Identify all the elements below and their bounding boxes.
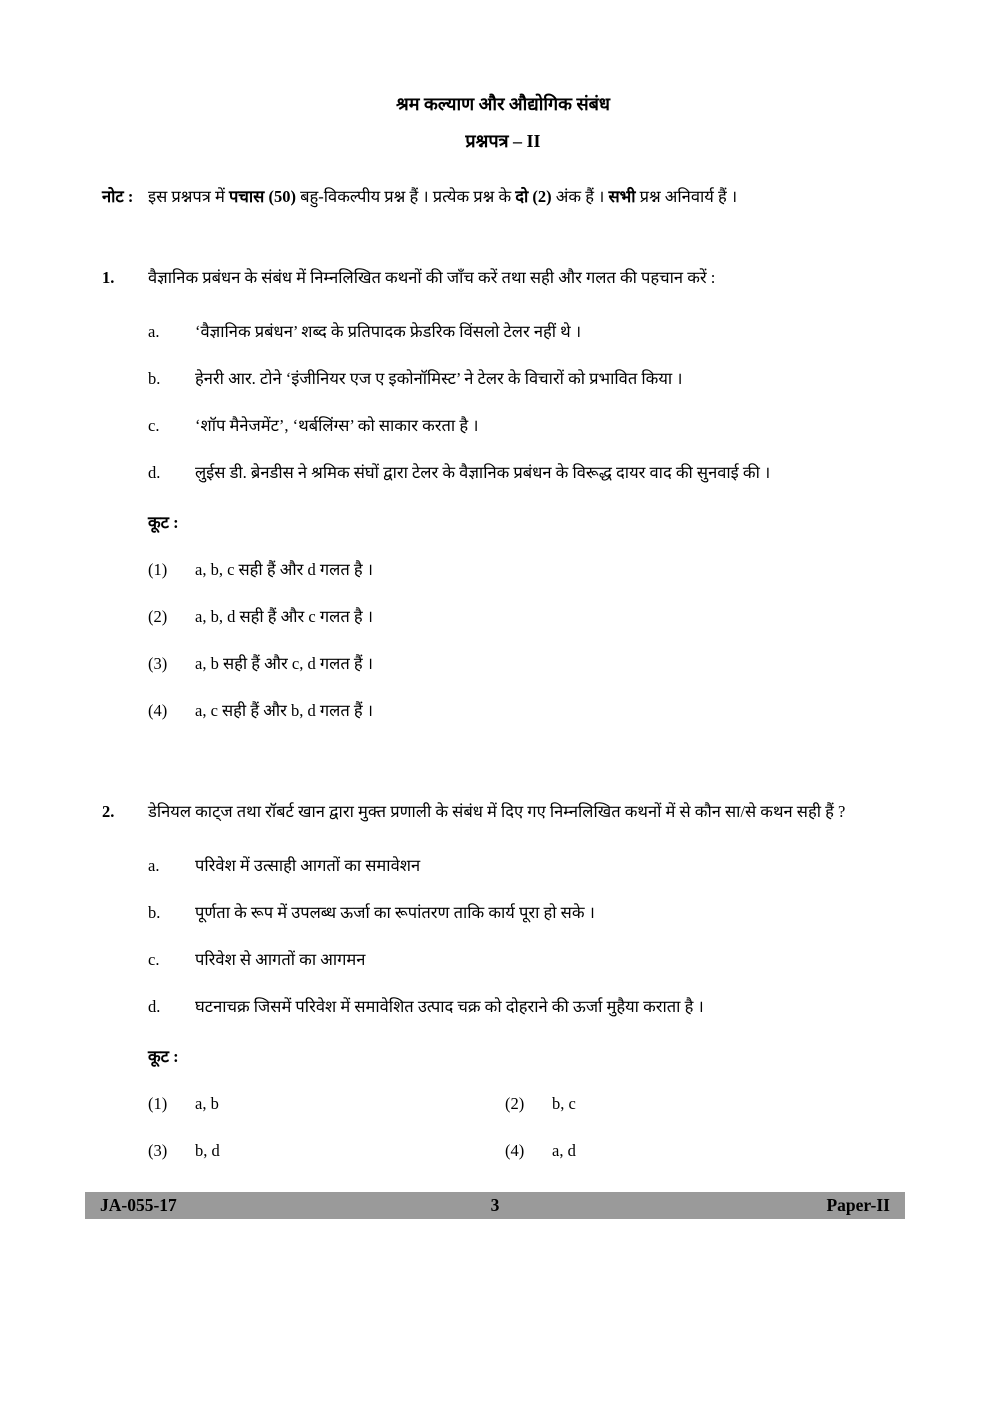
option-text: a, b, c सही हैं और d गलत है । — [195, 560, 373, 579]
option-text: a, b — [195, 1094, 219, 1113]
question-1-body — [148, 259, 904, 723]
option-text: a, b सही हैं और c, d गलत हैं । — [195, 654, 373, 673]
statement — [148, 367, 904, 391]
statement-text: ‘वैज्ञानिक प्रबंधन’ शब्द के प्रतिपादक फ्रेडरिक विंसलो टेलर नहीं थे । — [195, 322, 582, 341]
statement — [148, 320, 904, 344]
question-2-number: 2. — [102, 802, 115, 821]
option-text: b, c — [552, 1094, 576, 1113]
statement-label: b. — [148, 903, 161, 922]
option-number: (4) — [505, 1141, 525, 1160]
paper-code: JA-055-17 — [100, 1195, 177, 1215]
paper-label: Paper-II — [826, 1195, 890, 1215]
note-text-segment: सभी — [608, 187, 636, 206]
option-number: (2) — [505, 1094, 525, 1113]
statement — [148, 854, 904, 878]
note-text-segment: प्रश्न अनिवार्य हैं । — [635, 187, 738, 206]
note-text-segment: पचास (50) — [229, 187, 296, 206]
note-text — [148, 185, 904, 209]
note — [102, 185, 904, 209]
option-text: a, c सही हैं और b, d गलत हैं । — [195, 701, 373, 720]
note-text-segment: इस प्रश्नपत्र में — [148, 187, 230, 206]
note-label: नोट : — [102, 187, 134, 206]
statement-text: ‘शॉप मैनेजमेंट’, ‘थर्बलिंग्स’ को साकार करता है । — [195, 416, 479, 435]
footer-bar — [85, 1192, 905, 1219]
question-1 — [102, 259, 904, 723]
statement-label: d. — [148, 463, 161, 482]
question-2-body — [148, 793, 904, 1163]
statement-label: c. — [148, 950, 160, 969]
statement — [148, 461, 904, 485]
statement-label: b. — [148, 369, 161, 388]
question-2 — [102, 793, 904, 1163]
answer-option — [148, 699, 904, 723]
option-number: (3) — [148, 654, 168, 673]
statement-label: d. — [148, 997, 161, 1016]
statement-text: लुईस डी. ब्रेनडीस ने श्रमिक संघों द्वारा टेलर के वैज्ञानिक प्रबंधन के विरूद्ध दायर वाद की सुनवाई की । — [195, 463, 771, 482]
statement-text: हेनरी आर. टोने ‘इंजीनियर एज ए इकोनॉमिस्ट’ ने टेलर के विचारों को प्रभावित किया । — [195, 369, 683, 388]
question-1-number: 1. — [102, 268, 115, 287]
answer-option — [148, 605, 904, 629]
statement-label: a. — [148, 856, 160, 875]
answer-option — [148, 558, 904, 582]
statement-text: घटनाचक्र जिसमें परिवेश में समावेशित उत्पाद चक्र को दोहराने की ऊर्जा मुहैया कराता है । — [195, 997, 704, 1016]
statement — [148, 901, 904, 925]
statement-label: c. — [148, 416, 160, 435]
statement-text: पूर्णता के रूप में उपलब्ध ऊर्जा का रूपांतरण ताकि कार्य पूरा हो सके । — [195, 903, 595, 922]
paper-title: श्रम कल्याण और औद्योगिक संबंध — [395, 94, 610, 114]
paper-subtitle: प्रश्नपत्र – II — [465, 131, 541, 151]
option-text: a, d — [552, 1141, 576, 1160]
question-2-text: डेनियल काट्ज तथा रॉबर्ट खान द्वारा मुक्त प्रणाली के संबंध में दिए गए निम्नलिखित कथनों में से कौन सा/से कथन सही हैं ? — [148, 802, 846, 821]
page-number: 3 — [490, 1195, 500, 1215]
option-text: a, b, d सही हैं और c गलत है । — [195, 607, 373, 626]
answer-option — [148, 1139, 505, 1163]
option-number: (4) — [148, 701, 168, 720]
code-label: कूट : — [148, 1047, 179, 1066]
note-text-segment: बहु-विकल्पीय प्रश्न हैं । प्रत्येक प्रश्न के — [295, 187, 516, 206]
statement — [148, 948, 904, 972]
option-text: b, d — [195, 1141, 220, 1160]
statement — [148, 414, 904, 438]
statement-text: परिवेश से आगतों का आगमन — [195, 950, 366, 969]
options-grid — [148, 1069, 904, 1163]
note-text-segment: दो (2) — [515, 187, 552, 206]
code-label: कूट : — [148, 513, 179, 532]
option-number: (1) — [148, 560, 168, 579]
answer-option — [148, 652, 904, 676]
statement — [148, 995, 904, 1019]
statement-label: a. — [148, 322, 160, 341]
answer-option — [505, 1139, 904, 1163]
statement-text: परिवेश में उत्साही आगतों का समावेशन — [195, 856, 421, 875]
option-number: (2) — [148, 607, 168, 626]
option-number: (1) — [148, 1094, 168, 1113]
option-number: (3) — [148, 1141, 168, 1160]
question-1-text: वैज्ञानिक प्रबंधन के संबंध में निम्नलिखित कथनों की जाँच करें तथा सही और गलत की पहचान करें : — [148, 268, 716, 287]
note-text-segment: अंक हैं । — [551, 187, 609, 206]
answer-option — [505, 1092, 904, 1116]
answer-option — [148, 1092, 505, 1116]
